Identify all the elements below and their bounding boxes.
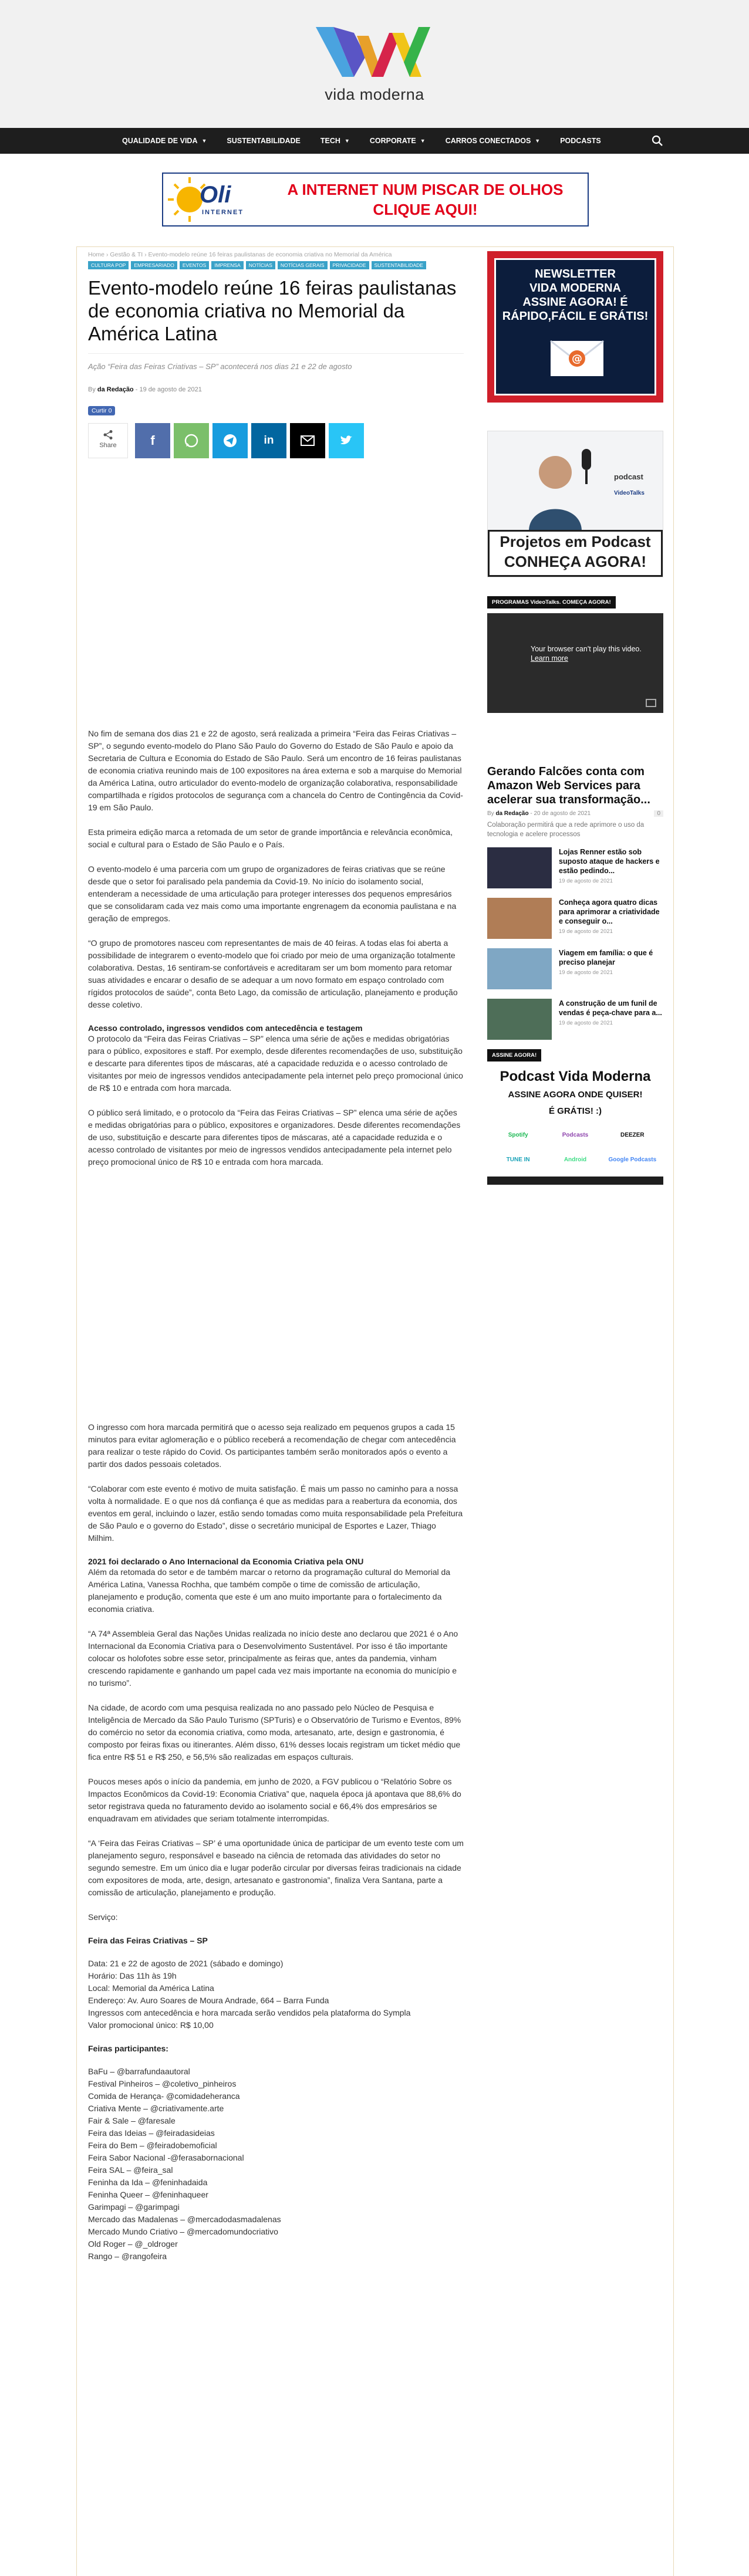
small-news-item[interactable] — [487, 847, 663, 888]
category-tag[interactable]: CULTURA POP — [88, 261, 129, 269]
news-feature-date: 20 de agosto de 2021 — [534, 810, 591, 817]
nav-item-2[interactable] — [320, 137, 350, 145]
service-line: Valor promocional único: R$ 10,00 — [88, 2020, 214, 2030]
small-news-title[interactable]: Lojas Renner estão sob suposto ataque de hackers e estão pedindo... — [559, 848, 660, 875]
fair-item: Festival Pinheiros – @coletivo_pinheiros — [88, 2079, 237, 2088]
category-tag[interactable]: IMPRENSA — [211, 261, 243, 269]
small-news-list — [487, 847, 663, 1040]
small-news-text — [552, 948, 663, 989]
inline-ad-space — [88, 1181, 464, 1421]
article-paragraph: “O grupo de promotores nasceu com representantes de mais de 40 feiras. A todas elas foi aberta a possibilidade de integrarem o evento-modelo que foi criado por meio de uma organização totalmente colaborativa. Destas, 16 sentiram-se confortáveis e acreditaram ser um bom momento para retomar suas atividades e encarar o desafio de se adequar a um novo formato em espaço controlado com rígidos protocolos de saúde”, conta Beto Lago, da comissão de articulação, planejamento e produção desse coletivo. — [88, 938, 458, 1009]
envelope-icon — [548, 335, 606, 382]
audio-player-bar[interactable] — [487, 1177, 663, 1185]
small-news-date: 19 de agosto de 2021 — [559, 969, 613, 976]
banner-line1: A INTERNET NUM PISCAR DE OLHOS — [287, 181, 564, 198]
small-news-date: 19 de agosto de 2021 — [559, 878, 613, 884]
byline-by: By — [88, 386, 96, 393]
fair-item: BaFu – @barrafundaautoral — [88, 2067, 190, 2076]
nav-item-label: TECH — [320, 137, 340, 145]
platform-logo[interactable]: DEEZER — [620, 1131, 645, 1138]
podcast-widget — [487, 1049, 663, 1227]
news-thumbnail[interactable] — [487, 948, 552, 989]
platform-logo[interactable]: TUNE IN — [506, 1156, 530, 1163]
article-date: 19 de agosto de 2021 — [139, 386, 202, 393]
news-thumbnail[interactable] — [487, 999, 552, 1040]
share-twitter-button[interactable] — [329, 423, 364, 458]
nav-item-1[interactable] — [227, 137, 300, 145]
oli-brand-sub: INTERNET — [202, 209, 244, 216]
share-label — [88, 423, 128, 458]
article-body — [88, 728, 464, 2263]
twitter-icon — [339, 435, 353, 447]
article-paragraph: Serviço: — [88, 1912, 118, 1922]
pv-heading: Podcast Vida Moderna — [500, 1069, 651, 1084]
whatsapp-icon — [184, 433, 199, 448]
nl-line4: RÁPIDO,FÁCIL E GRÁTIS! — [502, 310, 649, 323]
article-paragraph: Esta primeira edição marca a retomada de um setor de grande importância e relevância econômica, social e cultural para o Estado de São Paulo e o País. — [88, 827, 453, 849]
news-thumbnail[interactable] — [487, 898, 552, 939]
podcast-projects-ad[interactable] — [487, 431, 663, 577]
platform-logo[interactable]: Podcasts — [562, 1131, 589, 1138]
ad-placeholder — [88, 460, 464, 728]
linkedin-icon: in — [264, 434, 274, 447]
videotalks-badge: VideoTalks — [614, 490, 645, 496]
nl-line2: VIDA MODERNA — [529, 282, 621, 295]
article-paragraph: O ingresso com hora marcada permitirá que o acesso seja realizado em pequenos grupos a cada 15 minutos para evitar aglomeração e o público receberá a recomendação de chegar com antecedência para realizar o teste rápido do Covid. Os participantes também serão monitorados após o evento a partir dos dados pessoais coletados. — [88, 1422, 456, 1469]
telegram-icon — [222, 433, 238, 448]
category-tag[interactable]: EMPRESARIADO — [131, 261, 177, 269]
share-bar — [88, 421, 464, 460]
news-feature-by: By — [487, 810, 494, 817]
small-news-text — [552, 898, 663, 939]
small-news-date: 19 de agosto de 2021 — [559, 1020, 613, 1026]
category-tag[interactable]: SUSTENTABILIDADE — [372, 261, 426, 269]
fair-item: Mercado Mundo Criativo – @mercadomundocriativo — [88, 2227, 278, 2236]
site-header — [0, 0, 749, 128]
article-paragraph: “A 74ª Assembleia Geral das Nações Unidas realizada no início deste ano declarou que 2021 é o Ano Internacional da Economia Criativa para o Desenvolvimento Sustentável. Por isso é tão importante colocar os holofotes sobre esse setor, principalmente as feiras que, antes da pandemia, vinham crescendo rapidamente e ganhando um papel cada vez mais importante na economia do município e no turismo”. — [88, 1629, 458, 1688]
small-news-text — [552, 847, 663, 888]
small-news-item[interactable] — [487, 999, 663, 1040]
fair-item: Feninha da Ida – @feninhadaida — [88, 2178, 208, 2187]
newsletter-ad[interactable] — [487, 251, 663, 403]
subheading-service: Feira das Feiras Criativas – SP — [88, 1936, 208, 1945]
small-news-title[interactable]: A construção de um funil de vendas é peça-chave para a... — [559, 999, 662, 1017]
nav-item-4[interactable] — [446, 137, 541, 145]
chevron-down-icon: ▼ — [535, 138, 541, 144]
article-subtitle: Ação “Feira das Feiras Criativas – SP” acontecerá nos dias 21 e 22 de agosto — [88, 353, 464, 371]
author-link[interactable]: da Redação — [97, 386, 134, 393]
logo-mark-icon — [310, 21, 439, 86]
nav-item-label: CORPORATE — [369, 137, 416, 145]
service-line: Ingressos com antecedência e hora marcada serão vendidos pela plataforma do Sympla — [88, 2008, 411, 2017]
top-ad-banner[interactable] — [162, 173, 589, 227]
nav-item-label: QUALIDADE DE VIDA — [122, 137, 198, 145]
banner-text — [263, 180, 588, 219]
category-tag[interactable]: NOTÍCIAS GERAIS — [278, 261, 328, 269]
share-icon — [103, 430, 113, 440]
fair-item: Old Roger – @_oldroger — [88, 2239, 178, 2249]
svg-text:@: @ — [572, 353, 582, 365]
category-tag[interactable]: NOTÍCIAS — [246, 261, 275, 269]
subheading-access: Acesso controlado, ingressos vendidos com antecedência e testagem — [88, 1023, 363, 1033]
news-feature-author[interactable]: da Redação — [495, 810, 529, 817]
news-feature[interactable] — [487, 765, 663, 839]
subheading-fairs: Feiras participantes: — [88, 2044, 168, 2053]
nl-line3: ASSINE AGORA! É — [522, 296, 628, 309]
email-icon — [301, 435, 315, 446]
video-widget-title: PROGRAMAS VideoTalks. COMEÇA AGORA! — [487, 596, 616, 608]
fair-item: Criativa Mente – @criativamente.arte — [88, 2104, 224, 2113]
site-logo[interactable] — [310, 21, 439, 103]
article-paragraph: “Colaborar com este evento é motivo de muita satisfação. É mais um passo no caminho para a nossa volta à normalidade. E o que nos dá confiança é que as medidas para a reabertura da economia, dos eventos em geral, incluindo o lazer, estão sendo tomadas como muita responsabilidade pela Prefeitura de São Paulo e o governo do Estado”, disse o secretário municipal de Esportes e Lazer, Thiago Milhim. — [88, 1484, 463, 1543]
share-telegram-button[interactable] — [212, 423, 248, 458]
video-learn-more-link[interactable]: Learn more — [531, 654, 568, 662]
small-news-text — [552, 999, 663, 1040]
fairs-list — [88, 2065, 464, 2263]
small-news-title[interactable]: Conheça agora quatro dicas para aprimorar a criatividade e conseguir o... — [559, 898, 660, 925]
video-widget — [487, 596, 663, 713]
news-feature-excerpt: Colaboração permitirá que a rede aprimore o uso da tecnologia e acelere processos — [487, 822, 645, 838]
byline: By da Redação - 19 de agosto de 2021 — [88, 386, 202, 393]
small-news-item[interactable] — [487, 948, 663, 989]
podcast-person-image — [488, 431, 663, 531]
article-title: Evento-modelo reúne 16 feiras paulistanas de economia criativa no Memorial da América Latina — [88, 277, 457, 344]
logo-text: vida moderna — [325, 86, 424, 103]
nav-item-0[interactable] — [122, 137, 207, 145]
oli-logo — [163, 174, 263, 225]
video-error-text: Your browser can't play this video. — [531, 645, 642, 653]
fair-item: Mercado das Madalenas – @mercadodasmadalenas — [88, 2215, 281, 2224]
article-paragraph: “A ‘Feira das Feiras Criativas – SP’ é uma oportunidade única de participar de um evento teste com um planejamento seguro, responsável e baseado na ciência de retomada das atividades do setor no segundo semestre. Em um único dia e lugar poderão circular por diversas feiras tradicionais na cidade com expositores de moda, arte, design, artesanato e gastronomia”, finaliza Vera Santana, parte a comissão de articulação, planejamento e produção. — [88, 1838, 464, 1897]
video-player[interactable] — [487, 613, 663, 713]
fair-item: Feira do Bem – @feiradobemoficial — [88, 2141, 217, 2150]
oli-brand: Oli — [200, 182, 231, 208]
pod-line2: CONHEÇA AGORA! — [504, 553, 647, 570]
nav-item-label: PODCASTS — [560, 137, 601, 145]
pv-sub2: É GRÁTIS! :) — [549, 1106, 602, 1116]
nav-item-5[interactable] — [560, 137, 600, 145]
chevron-down-icon: ▼ — [420, 138, 426, 144]
share-facebook-button[interactable] — [135, 423, 170, 458]
article-paragraph: Além da retomada do setor e de também marcar o retorno da programação cultural do Memorial da América Latina, Vanessa Rochha, que também compõe o time de comissão de articulação, planejamento e produção, comenta que este é um ano muito importante para o fortalecimento da economia criativa. — [88, 1567, 451, 1614]
fair-item: Comida de Herança- @comidadeheranca — [88, 2091, 240, 2101]
fair-item: Rango – @rangofeira — [88, 2252, 167, 2261]
facebook-like-button[interactable]: Curtir 0 — [88, 406, 115, 415]
service-line: Local: Memorial da América Latina — [88, 1983, 214, 1993]
category-tag[interactable]: PRIVACIDADE — [330, 261, 369, 269]
newsletter-box — [494, 258, 656, 395]
service-line: Data: 21 e 22 de agosto de 2021 (sábado e domingo) — [88, 1959, 284, 1968]
chevron-down-icon: ▼ — [344, 138, 350, 144]
pv-sub1: ASSINE AGORA ONDE QUISER! — [508, 1090, 643, 1100]
category-tag[interactable]: EVENTOS — [180, 261, 209, 269]
breadcrumb[interactable]: Home › Gestão & TI › Evento-modelo reúne 16 feiras paulistanas de economia criativa no Memorial da América — [88, 251, 392, 258]
small-news-date: 19 de agosto de 2021 — [559, 928, 613, 935]
fair-item: Feira Sabor Nacional -@ferasabornacional — [88, 2153, 244, 2162]
main-nav — [0, 128, 749, 154]
news-thumbnail[interactable] — [487, 847, 552, 888]
news-feature-title[interactable]: Gerando Falcões conta com Amazon Web Services para acelerar sua transformação... — [487, 765, 650, 806]
podcast-widget-title: ASSINE AGORA! — [487, 1049, 541, 1061]
share-email-button[interactable] — [290, 423, 325, 458]
fair-item: Feninha Queer – @feninhaqueer — [88, 2190, 208, 2199]
article-paragraph: O público será limitado, e o protocolo da “Feira das Feiras Criativas – SP” elenca uma série de ações e medidas obrigatórias para o público, expositores e organizadores. Desde diferentes recomendações de uso, substituição e descarte para diferentes tipos de máscaras, até a capacidade reduzida e o acesso controlado de visitantes por meio de ingressos vendidos antecipadamente pela internet pelo preço promocional único de R$ 10 e entrada com hora marcada. — [88, 1108, 461, 1167]
fair-item: Feira SAL – @feira_sal — [88, 2165, 173, 2175]
podcast-badge: podcast — [614, 472, 643, 481]
article-paragraph: O protocolo da “Feira das Feiras Criativas – SP” elenca uma série de ações e medidas obrigatórias para o público, expositores e staff. Por exemplo, desde diferentes recomendações de uso, substituição e descarte para diferentes tipos de máscaras, até a capacidade reduzida e o acesso controlado de visitantes por meio de ingressos vendidos antecipadamente pela internet pelo preço promocional único de R$ 10 e entrada com hora marcada. — [88, 1034, 463, 1093]
nav-item-3[interactable] — [370, 137, 426, 145]
platform-logo[interactable]: Android — [564, 1156, 587, 1163]
podcast-subscribe-box[interactable] — [487, 1069, 663, 1227]
fair-item: Garimpagi – @garimpagi — [88, 2202, 180, 2212]
fair-item: Feira das Ideias – @feiradasideias — [88, 2128, 215, 2138]
share-whatsapp-button[interactable] — [174, 423, 209, 458]
nav-item-label: SUSTENTABILIDADE — [227, 137, 301, 145]
article-paragraph: O evento-modelo é uma parceria com um grupo de organizadores de feiras criativas que se reúne desde que o setor foi paralisado pela pandemia da Covid-19. No início do isolamento social, entenderam a necessidade de uma articulação para proteger interesses dos pequenos empresários que se consolidaram cada vez mais como uma importante engrenagem da economia paulistana e na geração de empregos. — [88, 864, 457, 923]
small-news-title[interactable]: Viagem em família: o que é preciso planejar — [559, 949, 653, 966]
sidebar — [487, 251, 663, 1227]
platform-logo[interactable]: Spotify — [508, 1131, 528, 1138]
article — [88, 251, 464, 2263]
category-tags — [88, 261, 464, 269]
service-info — [88, 1958, 464, 2031]
fair-item: Fair & Sale – @faresale — [88, 2116, 176, 2125]
small-news-item[interactable] — [487, 898, 663, 939]
subheading-onu: 2021 foi declarado o Ano Internacional da Economia Criativa pela ONU — [88, 1557, 364, 1566]
chevron-down-icon: ▼ — [201, 138, 207, 144]
comment-count[interactable]: 0 — [654, 810, 663, 817]
service-line: Horário: Das 11h às 19h — [88, 1971, 177, 1980]
share-linkedin-button[interactable] — [251, 423, 286, 458]
pod-line1: Projetos em Podcast — [500, 533, 651, 550]
share-text: Share — [99, 442, 117, 449]
article-paragraph: Na cidade, de acordo com uma pesquisa realizada no ano passado pelo Núcleo de Pesquisa e Inteligência de Mercado da São Paulo Turismo (SPTuris) e o Observatório de Turismo e Eventos, 89% do comércio no setor da economia criativa, como moda, artesanato, arte, design e gastronomia, é composto por feiras fixas ou itinerantes. Além disso, 61% desses locais registram um ticket médio que fica entre R$ 51 e R$ 250, e 56,5% são realizadas em espaços culturais. — [88, 1703, 461, 1762]
podcast-ad-text — [488, 530, 663, 577]
fullscreen-icon[interactable] — [646, 699, 656, 707]
article-paragraph: Poucos meses após o início da pandemia, em junho de 2020, a FGV publicou o “Relatório Sobre os Impactos Econômicos da Covid-19: Economia Criativa” que, naquela época já apontava que 88,6% do setor registrava queda no faturamento devido ao isolamento social e 66,4% dos empresários se enquadravam em atividades que seriam totalmente interrompidas. — [88, 1777, 461, 1823]
nl-line1: NEWSLETTER — [535, 268, 616, 280]
facebook-icon: f — [150, 433, 155, 448]
news-feature-meta: By da Redação - 20 de agosto de 2021 0 — [487, 810, 663, 817]
article-paragraph: No fim de semana dos dias 21 e 22 de agosto, será realizada a primeira “Feira das Feiras Criativas – SP”, o segundo evento-modelo do Plano São Paulo do Governo do Estado de São Paulo e apoio da Secretaria de Cultura e Economia do Estado de São Paulo. Será um encontro de 16 feiras paulistanas de economia criativa reunindo mais de 100 expositores na área externa e sob a marquise do Memorial da América Latina, outro articulador do evento-modelo de organização colaborativa, responsabilidade compartilhada e rígidos protocolos de segurança com a chancela do Centro de Contingência da Covid-19 em São Paulo. — [88, 729, 463, 812]
platform-logo[interactable]: Google Podcasts — [608, 1156, 657, 1163]
nav-item-label: CARROS CONECTADOS — [445, 137, 531, 145]
podcast-platforms — [492, 1125, 659, 1169]
service-line: Endereço: Av. Auro Soares de Moura Andrade, 664 – Barra Funda — [88, 1996, 329, 2005]
banner-line2[interactable]: CLIQUE AQUI! — [373, 201, 478, 218]
search-icon[interactable] — [652, 135, 663, 147]
